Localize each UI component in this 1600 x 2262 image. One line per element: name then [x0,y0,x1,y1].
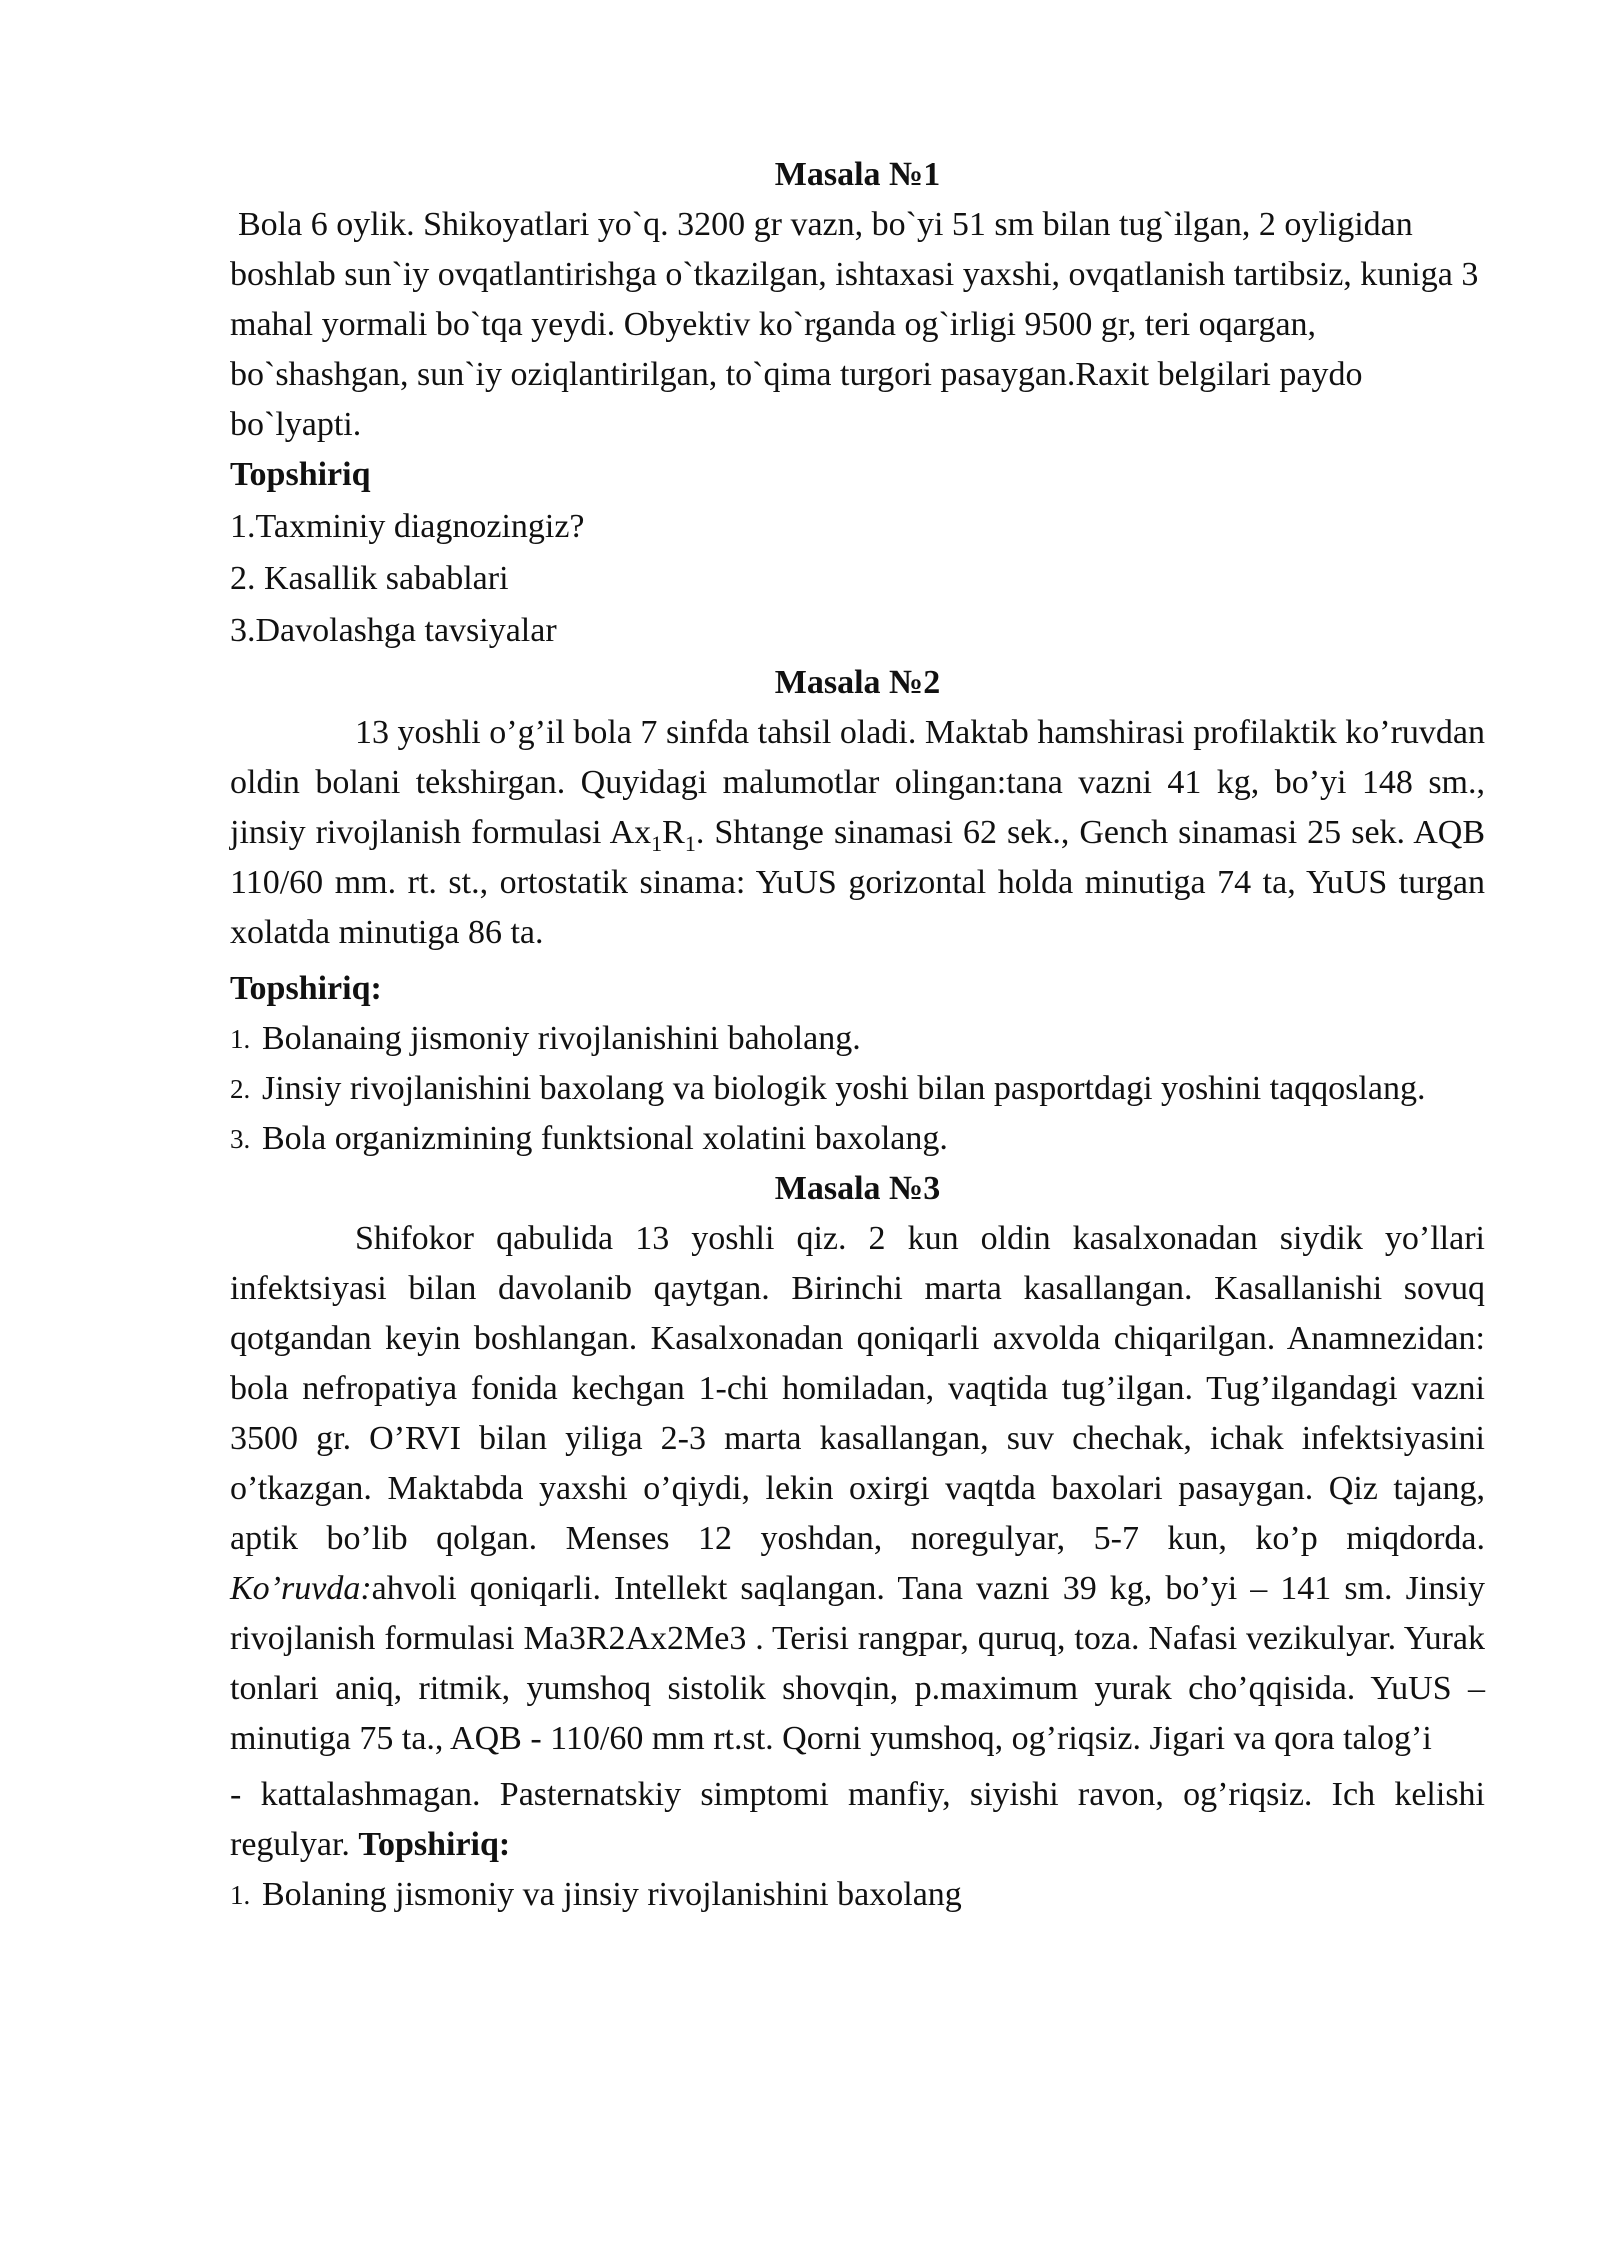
masala-2-text-after: . Shtange sinamasi 62 sek., Gench sinamasi 25 sek. AQB 110/60 mm. rt. st., ortostatik sinama: YuUS gorizontal holda minutiga 74 ta, YuUS turgan xolatda minutiga 86 ta. [230,814,1486,951]
masala-2-task-heading: Topshiriq: [230,970,382,1007]
formula-r: R [662,814,685,851]
masala-1-task-3: 3.Davolashga tavsiyalar [230,612,557,649]
masala-2-title: Masala №2 [774,664,941,701]
masala-3-title: Masala №3 [774,1170,941,1207]
list-number: 1. [230,1024,251,1054]
list-text: Bolanaing jismoniy rivojlanishini baholang. [262,1020,861,1057]
masala-3-text-part1: Shifokor qabulida 13 yoshli qiz. 2 kun oldin kasalxonadan siydik yo’llari infektsiyasi bilan davolanib qaytgan. Birinchi marta kasallangan. Kasallanishi sovuq qotgandan keyin boshlangan. Kasalxonadan qoniqarli axvolda chiqarilgan. Anamnezidan: bola nefropatiya fonida kechgan 1-chi homiladan, vaqtida tug’ilgan. Tug’ilgandagi vazni 3500 gr. O’RVI bilan yiliga 2-3 marta kasallangan, suv chechak, ichak infektsiyasini o’tkazgan. Maktabda yaxshi o’qiydi, lekin oxirgi vaqtda baxolari pasaygan. Qiz tajang, aptik bo’lib qolgan. Menses 12 yoshdan, noregulyar, 5-7 kun, ko’p miqdorda. [230,1220,1485,1557]
document-page [230,150,1485,1920]
list-text: Bolaning jismoniy va jinsiy rivojlanishini baxolang [262,1876,962,1913]
masala-3-task-list [230,1870,1485,1920]
masala-3-text [230,1214,1485,1764]
masala-1-title: Masala №1 [774,156,941,193]
list-text: Bola organizmining funktsional xolatini baxolang. [262,1120,948,1157]
masala-1-task-heading: Topshiriq [230,456,371,493]
masala-2-task-list [230,1014,1485,1164]
list-number: 1. [230,1880,251,1910]
list-item [230,1064,1485,1114]
masala-3-text-continued [230,1770,1485,1870]
masala-3-task-heading: Topshiriq: [358,1826,511,1863]
list-number: 2. [230,1074,251,1104]
list-text: Jinsiy rivojlanishini baxolang va biologik yoshi bilan pasportdagi yoshini taqqoslang. [262,1070,1426,1107]
masala-1-text: Bola 6 oylik. Shikoyatlari yo`q. 3200 gr vazn, bo`yi 51 sm bilan tug`ilgan, 2 oyligidan boshlab sun`iy ovqatlantirishga o`tkazilgan, ishtaxasi yaxshi, ovqatlanish tartibsiz, kuniga 3 mahal yormali bo`tqa yeydi. Obyektiv ko`rganda og`irligi 9500 gr, teri oqargan, bo`shashgan, sun`iy oziqlantirilgan, to`qima turgori pasaygan.Raxit belgilari paydo bo`lyapti. [230,206,1479,443]
masala-2-text [230,708,1485,958]
masala-2-text-before: 13 yoshli o’g’il bola 7 sinfda tahsil oladi. Maktab hamshirasi profilaktik ko’ruvdan oldin bolani tekshirgan. Quyidagi malumotlar olingan:tana vazni 41 kg, bo’yi 148 sm., jinsiy rivojlanish formulasi Ax [230,714,1485,851]
list-item [230,1114,1485,1164]
list-item [230,1870,1485,1920]
list-number: 3. [230,1124,251,1154]
formula-subscript-1: 1 [651,830,663,856]
masala-3-text-part3: - kattalashmagan. Pasternatskiy simptomi manfiy, siyishi ravon, og’riqsiz. Ich kelishi regulyar. [230,1776,1485,1863]
masala-1-task-2: 2. Kasallik sabablari [230,560,509,597]
masala-3-text-italic: Ko’ruvda: [230,1570,372,1607]
list-item [230,1014,1485,1064]
masala-1-task-1: 1.Taxminiy diagnozingiz? [230,508,585,545]
formula-subscript-2: 1 [684,830,696,856]
masala-3-text-part2: ahvoli qoniqarli. Intellekt saqlangan. Tana vazni 39 kg, bo’yi – 141 sm. Jinsiy rivojlanish formulasi Ma3R2Ax2Me3 . Terisi rangpar, quruq, toza. Nafasi vezikulyar. Yurak tonlari aniq, ritmik, yumshoq sistolik shovqin, p.maximum yurak cho’qqisida. YuUS – minutiga 75 ta., AQB - 110/60 mm rt.st. Qorni yumshoq, og’riqsiz. Jigari va qora talog’i [230,1570,1485,1757]
